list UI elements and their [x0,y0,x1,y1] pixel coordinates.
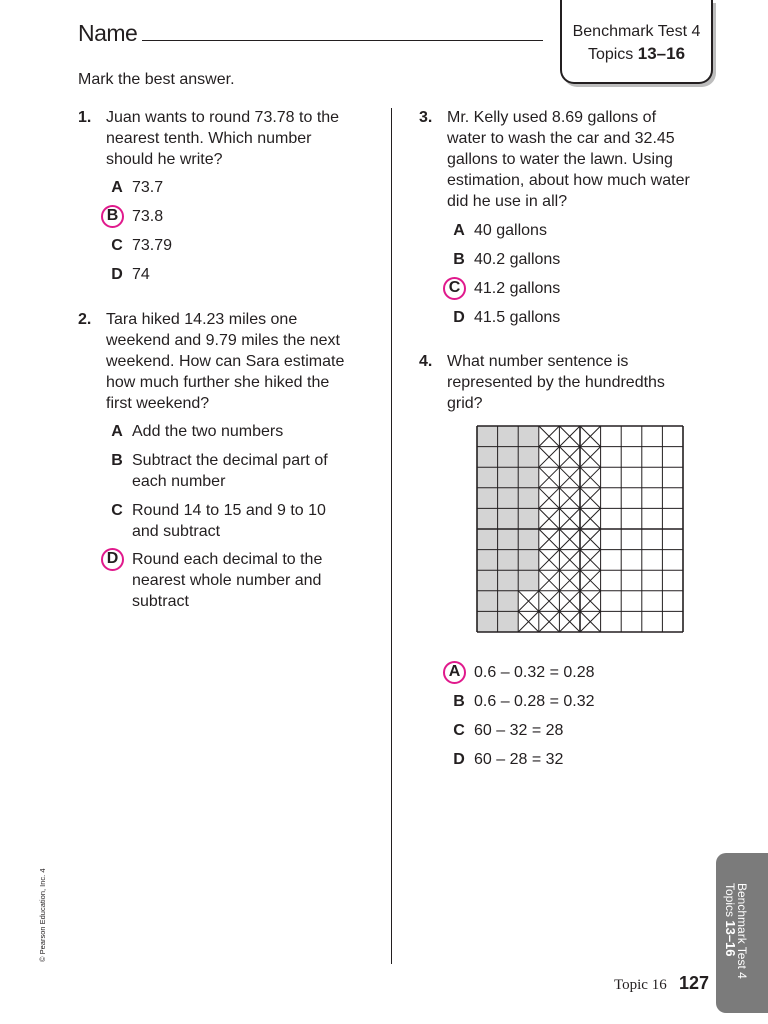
option-line: each number [132,473,226,490]
grid-cell [642,488,663,509]
option-text: 41.2 gallons [474,280,561,297]
option-text [132,450,328,492]
grid-cell-shaded [498,488,519,509]
benchmark-box [560,0,713,84]
q2-option-d[interactable] [104,549,384,613]
grid-cell [662,447,683,468]
grid-cell [662,591,683,612]
q3-option-c[interactable] [446,278,646,300]
question-line: represented by the hundredths [447,374,665,391]
grid-cell [601,550,622,571]
grid-cell-shaded [518,550,539,571]
grid-cell-crossed [539,467,560,488]
option-letter-circled: B [101,205,124,228]
question-line: should he write? [106,151,223,168]
grid-cell [601,467,622,488]
benchmark-topics [562,43,711,66]
grid-cell [601,591,622,612]
option-text: 73.7 [132,179,164,196]
grid-cell [621,508,642,529]
grid-cell [621,570,642,591]
grid-cell-shaded [498,570,519,591]
grid-cell [601,529,622,550]
question-line: water to wash the car and 32.45 [447,130,675,147]
grid-cell-shaded [498,611,519,632]
option-text: 73.79 [132,237,173,254]
question-text [447,351,665,414]
q2-option-a[interactable] [104,421,384,443]
grid-cell-crossed [518,611,539,632]
question-line: grid? [447,395,483,412]
question-line: gallons to water the lawn. Using [447,151,673,168]
grid-cell [642,508,663,529]
grid-cell [621,488,642,509]
grid-cell-shaded [477,550,498,571]
option-text: Add the two numbers [132,423,284,440]
grid-cell-crossed [518,591,539,612]
grid-cell-shaded [518,529,539,550]
grid-cell [621,611,642,632]
grid-cell [642,591,663,612]
q1-option-b[interactable] [104,206,304,228]
q2-option-b[interactable] [104,450,384,493]
option-text [132,549,322,612]
question-line: Tara hiked 14.23 miles one [106,311,298,328]
question-text [106,107,339,170]
hundredths-grid-svg [476,425,686,636]
grid-cell-crossed [580,488,601,509]
copyright-notice: © Pearson Education, Inc. 4 [38,868,47,962]
grid-cell-shaded [477,529,498,550]
grid-cell-crossed [559,508,580,529]
grid-cell [621,591,642,612]
benchmark-topics-prefix: Topics [587,46,634,63]
grid-cell-shaded [498,426,519,447]
q4-option-d[interactable] [446,749,666,771]
grid-cell-crossed [580,550,601,571]
q2-option-c[interactable] [104,500,384,543]
question-line: estimation, about how much water [447,172,690,189]
option-letter: A [111,423,123,440]
grid-cell-shaded [518,488,539,509]
grid-cell-crossed [539,550,560,571]
grid-cell-shaded [518,426,539,447]
option-letter: C [111,237,123,254]
option-text: 0.6 – 0.28 = 0.32 [474,693,595,710]
grid-cell [621,467,642,488]
question-1 [78,107,378,171]
option-letter-circled: C [443,277,466,300]
question-line: nearest tenth. Which number [106,130,312,147]
grid-cell-crossed [539,426,560,447]
grid-cell-shaded [518,570,539,591]
q1-option-d[interactable] [104,264,304,286]
question-3 [419,107,719,213]
side-tab-topics-prefix: Topics [723,883,737,918]
question-line: weekend. How can Sara estimate [106,353,345,370]
grid-cell [621,529,642,550]
grid-cell-shaded [477,488,498,509]
grid-cell [662,488,683,509]
question-text [447,107,690,212]
q3-option-d[interactable] [446,307,646,329]
grid-cell-crossed [580,426,601,447]
option-letter-circled: A [443,661,466,684]
option-line: and subtract [132,523,221,540]
grid-cell [642,529,663,550]
option-letter: C [453,722,465,739]
option-text: 40 gallons [474,222,547,239]
option-letter: B [453,251,465,268]
question-number: 1. [78,109,92,126]
option-text: 74 [132,266,150,283]
option-text: 0.6 – 0.32 = 0.28 [474,664,595,681]
q3-option-b[interactable] [446,249,646,271]
grid-cell [601,611,622,632]
side-tab-title: Benchmark Test 4 [735,883,749,979]
grid-cell-shaded [498,591,519,612]
benchmark-title: Benchmark Test 4 [572,23,701,40]
grid-cell-shaded [477,611,498,632]
option-letter: C [111,502,123,519]
option-line: Subtract the decimal part of [132,452,328,469]
option-letter: B [111,452,123,469]
option-line: nearest whole number and [132,572,322,589]
question-number: 2. [78,311,92,328]
grid-cell-shaded [498,550,519,571]
grid-cell-crossed [559,426,580,447]
grid-cell-crossed [539,529,560,550]
grid-cell [662,426,683,447]
grid-cell [662,550,683,571]
grid-cell [601,426,622,447]
side-tab-text [724,883,748,979]
option-letter: D [111,266,123,283]
option-text: 60 – 28 = 32 [474,751,564,768]
grid-cell-shaded [477,426,498,447]
question-text [106,309,344,414]
grid-cell [642,467,663,488]
grid-cell [642,570,663,591]
q4-option-a[interactable] [446,662,666,684]
grid-cell-shaded [477,467,498,488]
grid-cell-crossed [580,570,601,591]
option-line: Round each decimal to the [132,551,323,568]
option-text [132,500,326,542]
footer-topic-label: Topic 16 [614,977,667,993]
hundredths-grid [476,425,686,636]
grid-cell-crossed [559,611,580,632]
q4-option-c[interactable] [446,720,666,742]
grid-cell [601,447,622,468]
grid-cell-crossed [580,508,601,529]
grid-cell [662,611,683,632]
grid-cell [662,570,683,591]
option-letter: B [453,693,465,710]
grid-cell-shaded [498,508,519,529]
grid-cell-shaded [477,570,498,591]
q1-option-c[interactable] [104,235,304,257]
option-line: subtract [132,593,189,610]
grid-cell [621,426,642,447]
grid-cell-crossed [559,488,580,509]
grid-cell-crossed [559,529,580,550]
question-line: Juan wants to round 73.78 to the [106,109,340,126]
grid-cell-crossed [539,591,560,612]
grid-cell-shaded [498,529,519,550]
question-4 [419,351,719,415]
name-line [142,40,543,41]
grid-cell [662,467,683,488]
grid-cell-crossed [559,591,580,612]
grid-cell-crossed [559,550,580,571]
question-line: Mr. Kelly used 8.69 gallons of [447,109,657,126]
grid-cell [642,550,663,571]
option-line: Round 14 to 15 and 9 to 10 [132,502,326,519]
grid-cell-shaded [498,467,519,488]
grid-cell-crossed [559,467,580,488]
instructions: Mark the best answer. [78,71,235,88]
option-letter-circled: D [101,548,124,571]
question-line: did he use in all? [447,193,568,210]
side-tab-topics-range: 13–16 [723,920,738,957]
question-line: weekend and 9.79 miles the next [106,332,340,349]
question-number: 4. [419,353,433,370]
grid-cell-shaded [518,447,539,468]
grid-cell-crossed [580,447,601,468]
name-label: Name [78,20,138,46]
option-letter: A [111,179,123,196]
grid-cell-shaded [477,447,498,468]
option-letter: D [453,309,465,326]
grid-cell [621,550,642,571]
question-line: how much further she hiked the [106,374,330,391]
q3-option-a[interactable] [446,220,646,242]
page-number: 127 [679,973,710,993]
column-divider [391,108,392,964]
grid-cell [601,570,622,591]
grid-cell-crossed [559,570,580,591]
q1-option-a[interactable] [104,177,304,199]
option-text: 40.2 gallons [474,251,561,268]
grid-cell [642,611,663,632]
option-text: 41.5 gallons [474,309,561,326]
q4-option-b[interactable] [446,691,666,713]
grid-cell [662,529,683,550]
option-letter: A [453,222,465,239]
grid-cell-shaded [477,508,498,529]
grid-cell-shaded [477,591,498,612]
question-line: first weekend? [106,395,210,412]
option-letter: D [453,751,465,768]
grid-cell-shaded [498,447,519,468]
grid-cell-crossed [539,508,560,529]
grid-cell-crossed [539,570,560,591]
grid-cell-crossed [580,467,601,488]
grid-cell [621,447,642,468]
grid-cell-crossed [539,611,560,632]
question-line: What number sentence is [447,353,629,370]
benchmark-topics-range: 13–16 [637,44,686,63]
grid-cell-crossed [580,611,601,632]
grid-cell [662,508,683,529]
grid-cell-shaded [518,467,539,488]
question-2 [78,309,378,415]
grid-cell-crossed [580,529,601,550]
grid-cell-shaded [518,508,539,529]
question-number: 3. [419,109,433,126]
grid-cell [642,447,663,468]
grid-cell [601,508,622,529]
grid-cell [642,426,663,447]
grid-cell-crossed [539,447,560,468]
grid-cell-crossed [559,447,580,468]
grid-cell-crossed [580,591,601,612]
grid-cell-crossed [539,488,560,509]
option-text: 73.8 [132,208,164,225]
option-text: 60 – 32 = 28 [474,722,564,739]
grid-cell [601,488,622,509]
